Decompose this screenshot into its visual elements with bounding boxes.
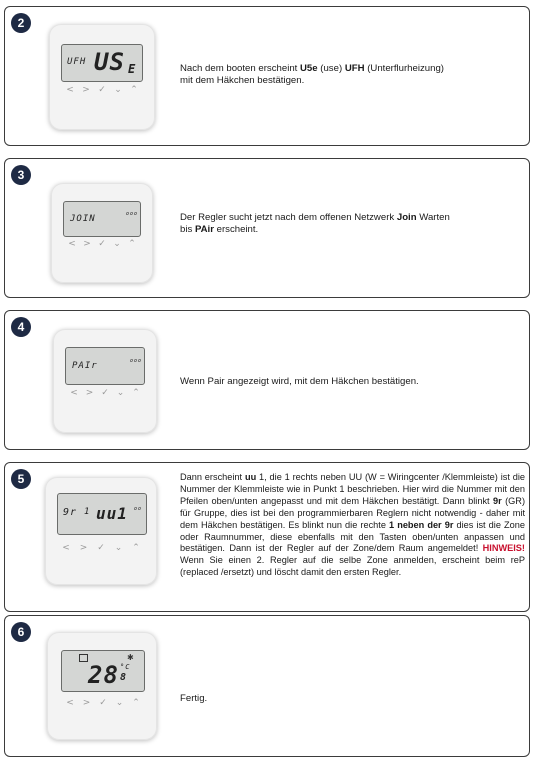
check-icon: ✓ xyxy=(98,85,106,95)
thermostat-image xyxy=(45,477,157,585)
step-3-box xyxy=(4,158,530,298)
check-icon: ✓ xyxy=(99,698,107,708)
down-arrow-icon: ⌄ xyxy=(114,543,123,553)
display-mode-text: PAIr xyxy=(72,361,98,371)
step-number-badge: 4 xyxy=(11,317,31,337)
display-unit: °C xyxy=(120,663,131,671)
left-arrow-icon: < xyxy=(70,388,78,398)
fan-icon: ✱ xyxy=(127,653,134,662)
thermostat-display xyxy=(61,650,145,692)
down-arrow-icon: ⌄ xyxy=(116,388,125,398)
home-icon xyxy=(79,654,88,662)
right-arrow-icon: > xyxy=(82,85,90,95)
left-arrow-icon: < xyxy=(66,698,74,708)
display-signal-icon: oo xyxy=(134,506,143,512)
down-arrow-icon: ⌄ xyxy=(113,239,121,249)
warning-label: HINWEIS! xyxy=(482,543,525,554)
display-signal-icon: ooo xyxy=(130,358,143,364)
thermostat-image xyxy=(49,24,155,130)
thermostat-keys xyxy=(59,543,143,553)
thermostat-image xyxy=(51,183,153,283)
step-4-box xyxy=(4,310,530,450)
step-number-badge: 3 xyxy=(11,165,31,185)
right-arrow-icon: > xyxy=(82,698,91,708)
thermostat-display xyxy=(61,44,143,82)
thermostat-keys xyxy=(63,698,143,708)
up-arrow-icon: ⌃ xyxy=(132,698,140,708)
step-description: Fertig. xyxy=(180,693,208,704)
step-number-badge: 5 xyxy=(11,469,31,489)
right-arrow-icon: > xyxy=(85,388,94,398)
display-sub-text: E xyxy=(128,62,137,76)
left-arrow-icon: < xyxy=(62,543,70,553)
display-group-text: 9r xyxy=(63,507,78,518)
thermostat-keys xyxy=(65,239,139,249)
right-arrow-icon: > xyxy=(79,543,88,553)
thermostat-image xyxy=(53,329,157,433)
step-number-badge: 2 xyxy=(11,13,31,33)
thermostat-image xyxy=(47,632,157,740)
step-description: Nach dem booten erscheint U5e (use) UFH (Unterflurheizung) mit dem Häkchen bestätigen. xyxy=(180,63,444,87)
thermostat-display xyxy=(65,347,145,385)
display-decimal: 8 xyxy=(120,672,128,683)
up-arrow-icon: ⌃ xyxy=(132,543,140,553)
check-icon: ✓ xyxy=(98,239,106,249)
display-mode-text: UFH xyxy=(67,57,87,67)
step-number-badge: 6 xyxy=(11,622,31,642)
down-arrow-icon: ⌄ xyxy=(114,85,122,95)
thermostat-display xyxy=(57,493,147,535)
step-description: Dann erscheint uu 1, die 1 rechts neben UU (W = Wiringcenter /Klemmleiste) ist die Nummer der Klemmleiste wie in Punkt 1 beschrieben. Hier wird die Nummer mit den Pfeilen oben/unten angepasst und mit dem Häkchen bestätigt. Dann blinkt 9r (GR) für Gruppe, dies ist bei den programmierbaren Reglern nicht notwendig - daher mit dem Häkchen bestätigen. Es blinkt nun die rechte 1 neben der 9r dies ist die Zone oder Raumnummer, diese ebenfalls mit den Tasten oben/unten anpassen und bestätigen. Dann ist der Regler auf der Zone/dem Raum angemeldet! HINWEIS! Wenn Sie einen 2. Regler auf die selbe Zone anmelden, erscheint beim reP (replaced /ersetzt) und löscht damit den ersten Regler. xyxy=(180,472,525,578)
display-signal-icon: ooo xyxy=(126,211,139,217)
step-2-box xyxy=(4,6,530,146)
left-arrow-icon: < xyxy=(68,239,76,249)
display-main-text: uu1 xyxy=(96,504,128,523)
up-arrow-icon: ⌃ xyxy=(128,239,136,249)
display-main-text: US xyxy=(94,48,125,76)
display-temperature: 28 xyxy=(88,661,119,689)
thermostat-keys xyxy=(67,388,143,398)
down-arrow-icon: ⌄ xyxy=(115,698,124,708)
step-6-box xyxy=(4,615,530,757)
thermostat-keys xyxy=(63,85,141,95)
up-arrow-icon: ⌃ xyxy=(130,85,138,95)
up-arrow-icon: ⌃ xyxy=(132,388,140,398)
step-description: Der Regler sucht jetzt nach dem offenen Netzwerk Join Warten bis PAir erscheint. xyxy=(180,212,450,236)
display-mode-text: JOIN xyxy=(70,214,96,224)
check-icon: ✓ xyxy=(97,543,105,553)
step-5-box xyxy=(4,462,530,612)
left-arrow-icon: < xyxy=(66,85,74,95)
step-description: Wenn Pair angezeigt wird, mit dem Häkchen bestätigen. xyxy=(180,376,419,387)
right-arrow-icon: > xyxy=(83,239,91,249)
display-zone-text: 1 xyxy=(84,507,91,517)
thermostat-display xyxy=(63,201,141,237)
check-icon: ✓ xyxy=(101,388,109,398)
